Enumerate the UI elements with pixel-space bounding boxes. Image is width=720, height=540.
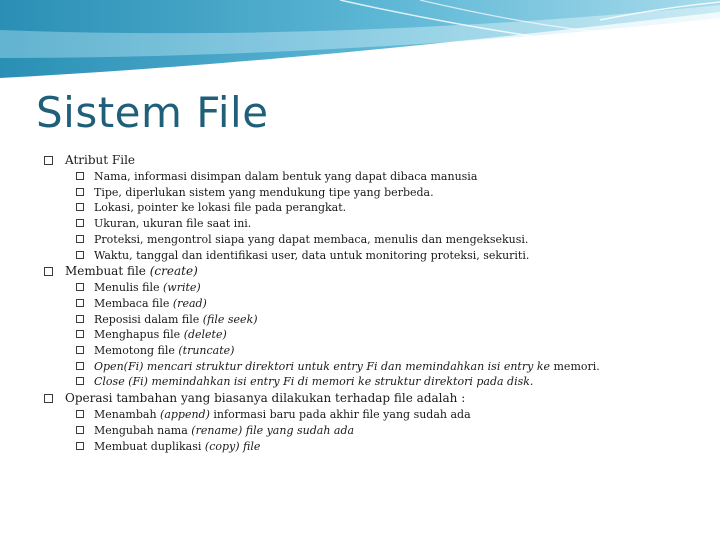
sub-bullet — [76, 296, 704, 312]
sub-bullet — [76, 185, 704, 201]
sub-bullet-text: Menulis file — [94, 281, 160, 295]
sub-bullet-text: Lokasi, pointer ke lokasi file pada perangkat. — [94, 201, 347, 215]
sub-bullet-italic: Open(Fi) mencari struktur direktori untuk entry Fi dan memindahkan isi entry ke — [94, 359, 550, 373]
bullet-label: Operasi tambahan yang biasanya dilakukan terhadap file adalah : — [65, 391, 466, 406]
square-bullet-icon — [76, 251, 84, 259]
sub-bullet-italic: (read) — [172, 296, 207, 310]
sub-bullet — [76, 439, 704, 455]
square-bullet-icon — [44, 156, 53, 165]
sub-bullet-text: memori. — [553, 359, 600, 373]
slide-title: Sistem File — [36, 88, 269, 137]
slide-body — [44, 152, 704, 454]
sub-bullet-text: Membuat duplikasi — [94, 439, 202, 453]
sub-bullet-text: Ukuran, ukuran file saat ini. — [94, 217, 252, 231]
square-bullet-icon — [76, 410, 84, 418]
sub-bullet — [76, 280, 704, 296]
square-bullet-icon — [76, 330, 84, 338]
square-bullet-icon — [76, 172, 84, 180]
sub-bullet-italic: (delete) — [183, 328, 227, 342]
square-bullet-icon — [76, 235, 84, 243]
sub-bullet — [76, 248, 704, 264]
sub-bullet — [76, 343, 704, 359]
sub-bullet-text: Menghapus file — [94, 328, 181, 342]
sub-bullet-italic: Close (Fi) memindahkan isi entry Fi di memori ke struktur direktori pada disk. — [94, 375, 534, 389]
sub-bullet-italic: (file seek) — [202, 312, 258, 326]
sub-bullet-text: Menambah — [94, 408, 157, 422]
square-bullet-icon — [44, 394, 53, 403]
sub-bullet — [76, 232, 704, 248]
sub-bullet-italic: (rename) file yang sudah ada — [191, 423, 355, 437]
sub-bullet-text: Nama, informasi disimpan dalam bentuk yang dapat dibaca manusia — [94, 170, 478, 183]
square-bullet-icon — [76, 188, 84, 196]
square-bullet-icon — [76, 299, 84, 307]
sub-bullet-text: Reposisi dalam file — [94, 312, 200, 326]
square-bullet-icon — [76, 346, 84, 354]
sub-bullet — [76, 423, 704, 439]
sub-bullet-italic: (write) — [162, 281, 201, 295]
bullet-label: Membuat file — [65, 264, 146, 279]
sub-bullet-italic: (truncate) — [178, 344, 235, 358]
square-bullet-icon — [76, 283, 84, 291]
square-bullet-icon — [76, 219, 84, 227]
bullet-operasi-tambahan — [44, 390, 704, 407]
sub-bullet-text: Memotong file — [94, 344, 175, 358]
header-wave-decoration — [0, 0, 720, 80]
square-bullet-icon — [76, 442, 84, 450]
square-bullet-icon — [76, 377, 84, 385]
sub-bullet-text: Tipe, diperlukan sistem yang mendukung tipe yang berbeda. — [94, 185, 434, 199]
sub-bullet — [76, 407, 704, 423]
sub-bullet-text: Proteksi, mengontrol siapa yang dapat membaca, menulis dan mengeksekusi. — [94, 232, 529, 246]
sub-bullet — [76, 169, 704, 185]
sub-bullet-text: Membaca file — [94, 296, 170, 310]
square-bullet-icon — [76, 203, 84, 211]
bullet-membuat-file — [44, 263, 704, 280]
sub-bullet — [76, 312, 704, 328]
sub-bullet-text: Mengubah nama — [94, 423, 188, 437]
square-bullet-icon — [44, 267, 53, 276]
sub-bullet — [76, 374, 704, 390]
bullet-label-italic: (create) — [149, 264, 198, 279]
sub-bullet — [76, 327, 704, 343]
sub-bullet-text: Waktu, tanggal dan identifikasi user, data untuk monitoring proteksi, sekuriti. — [94, 248, 530, 262]
sub-bullet — [76, 200, 704, 216]
bullet-atribut-file — [44, 152, 704, 169]
square-bullet-icon — [76, 362, 84, 370]
square-bullet-icon — [76, 426, 84, 434]
sub-bullet-italic: (append) — [160, 408, 210, 422]
sub-bullet — [76, 359, 704, 375]
sub-bullet — [76, 216, 704, 232]
bullet-label: Atribut File — [65, 153, 136, 167]
square-bullet-icon — [76, 315, 84, 323]
sub-bullet-text: informasi baru pada akhir file yang sudah ada — [213, 408, 471, 422]
sub-bullet-italic: (copy) file — [204, 439, 261, 453]
